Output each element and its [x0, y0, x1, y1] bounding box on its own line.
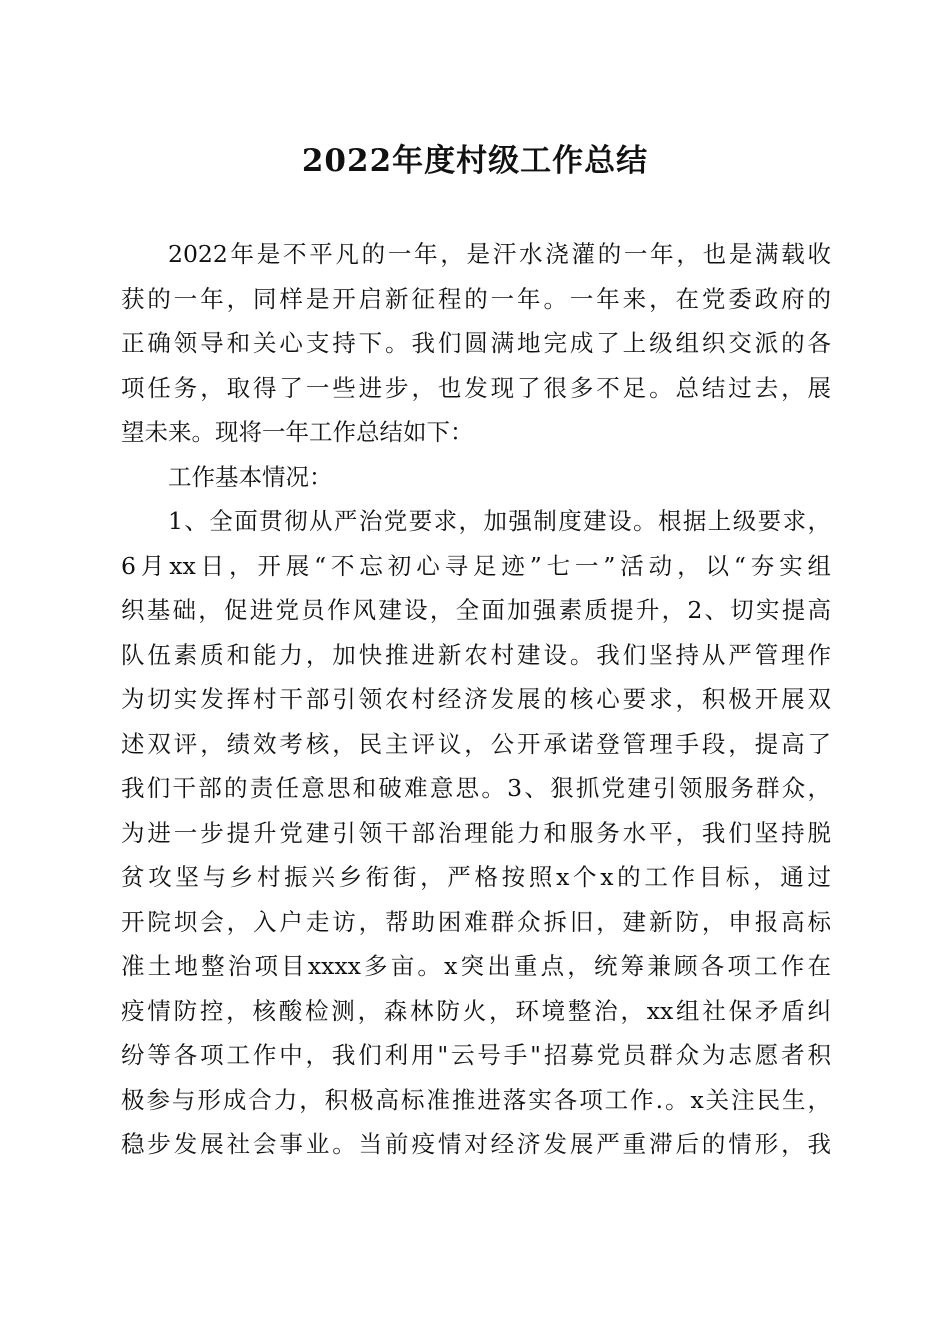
paragraph-line: 稳步发展社会事业。当前疫情对经济发展严重滞后的情形，我: [121, 1130, 831, 1158]
paragraph-line: 为切实发挥村干部引领农村经济发展的核心要求，积极开展双: [121, 685, 831, 713]
paragraph-line: 6月xx日，开展“不忘初心寻足迹”七一”活动，以“夯实组: [121, 551, 831, 580]
paragraph-line: 获的一年，同样是开启新征程的一年。一年来，在党委政府的: [121, 284, 831, 313]
paragraph-line: 疫情防控，核酸检测，森林防火，环境整治，xx组社保矛盾纠: [121, 996, 831, 1025]
document-title: 2022年度村级工作总结: [301, 143, 649, 179]
paragraph-line: 2022年是不平凡的一年，是汗水浇灌的一年，也是满载收: [168, 240, 831, 268]
paragraph-line: 1、全面贯彻从严治党要求，加强制度建设。根据上级要求，: [168, 507, 831, 535]
document-body: [121, 232, 831, 1167]
paragraph-line: 纷等各项工作中，我们利用"云号手"招募党员群众为志愿者积: [121, 1041, 831, 1069]
paragraph-line: 项任务，取得了一些进步，也发现了很多不足。总结过去，展: [121, 373, 831, 402]
paragraph-line: 我们干部的责任意思和破难意思。3、狠抓党建引领服务群众，: [121, 774, 831, 802]
paragraph-line: 为进一步提升党建引领干部治理能力和服务水平，我们坚持脱: [121, 818, 831, 847]
paragraph-line: 队伍素质和能力，加快推进新农村建设。我们坚持从严管理作: [121, 640, 831, 669]
paragraph-line: 准土地整治项目xxxx多亩。x突出重点，统筹兼顾各项工作在: [121, 952, 831, 980]
section-heading: 工作基本情况：: [168, 462, 333, 491]
paragraph-line: 极参与形成合力，积极高标准推进落实各项工作.。x关注民生，: [121, 1085, 831, 1114]
paragraph-line: 望未来。现将一年工作总结如下：: [121, 418, 474, 446]
paragraph-line: 正确领导和关心支持下。我们圆满地完成了上级组织交派的各: [121, 329, 831, 357]
paragraph-line: 贫攻坚与乡村振兴乡衔街，严格按照x个x的工作目标，通过: [121, 863, 831, 891]
paragraph-line: 述双评，绩效考核，民主评议，公开承诺登管理手段，提高了: [121, 729, 831, 758]
paragraph-line: 开院坝会，入户走访，帮助困难群众拆旧，建新防，申报高标: [121, 907, 831, 936]
paragraph-line: 织基础，促进党员作风建设，全面加强素质提升，2、切实提高: [121, 596, 831, 624]
